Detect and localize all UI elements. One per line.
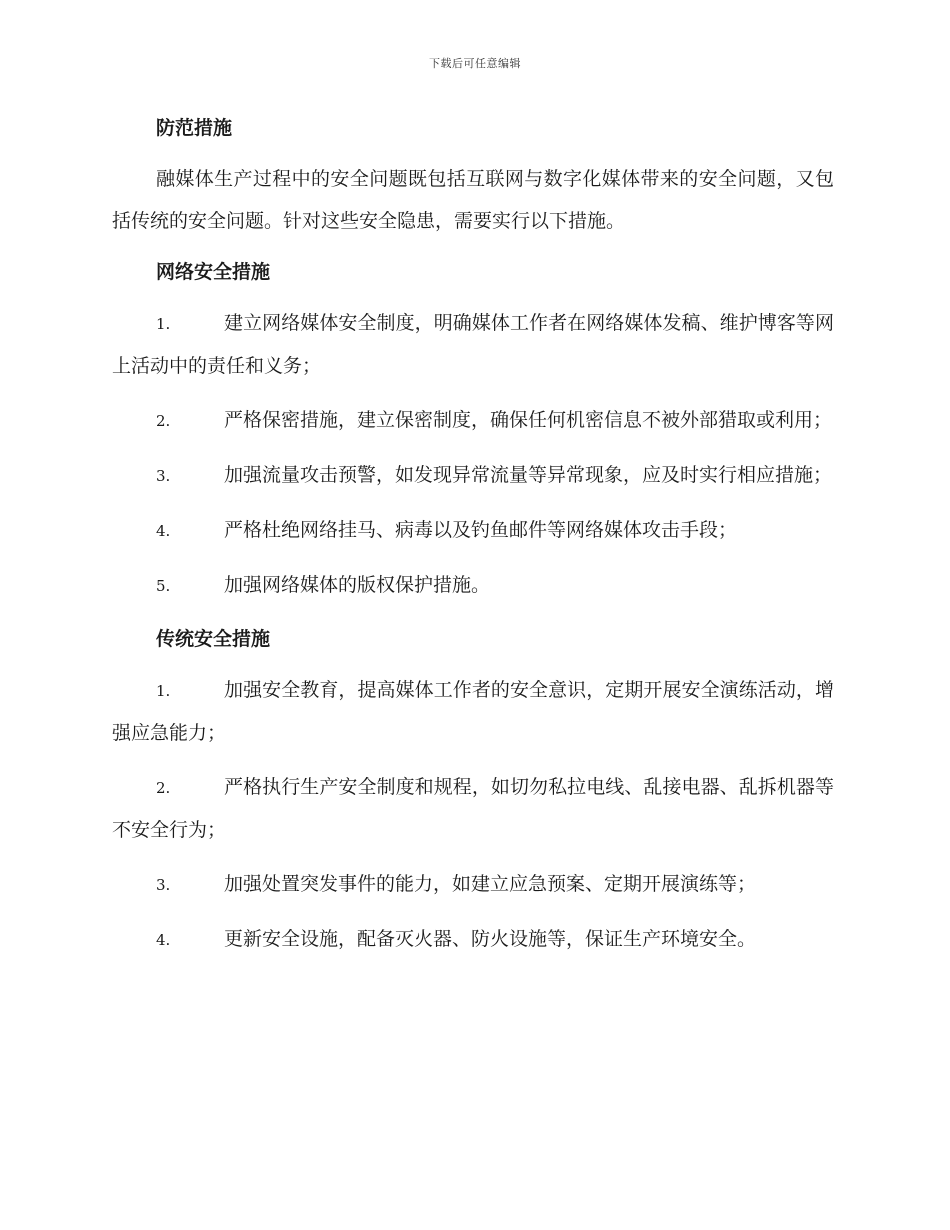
list-item — [112, 399, 834, 442]
list-item-number: 3. — [156, 467, 171, 485]
list-item — [112, 564, 834, 607]
list-item-number: 2. — [156, 779, 171, 797]
list-item-number: 4. — [156, 931, 171, 949]
list-item-text: 加强处置突发事件的能力，如建立应急预案、定期开展演练等； — [224, 873, 757, 895]
section-heading-traditional: 传统安全措施 — [156, 628, 271, 650]
list-item-text: 建立网络媒体安全制度，明确媒体工作者在网络媒体发稿、维护博客等网上活动中的责任和义务； — [112, 312, 834, 377]
list-item-number: 2. — [156, 412, 171, 430]
list-item-text: 加强流量攻击预警，如发现异常流量等异常现象，应及时实行相应措施； — [224, 464, 833, 486]
list-item — [112, 302, 834, 387]
list-item — [112, 669, 834, 754]
list-item-text: 严格保密措施，建立保密制度，确保任何机密信息不被外部猎取或利用； — [224, 409, 833, 431]
list-item — [112, 454, 834, 497]
list-item-text: 加强网络媒体的版权保护措施。 — [224, 574, 491, 596]
section-heading-network: 网络安全措施 — [156, 261, 271, 283]
intro-paragraph: 融媒体生产过程中的安全问题既包括互联网与数字化媒体带来的安全问题，又包括传统的安全问题。针对这些安全隐患，需要实行以下措施。 — [112, 168, 834, 232]
list-item — [112, 863, 834, 906]
list-item-text: 更新安全设施，配备灭火器、防火设施等，保证生产环境安全。 — [224, 928, 757, 950]
list-item-number: 4. — [156, 522, 171, 540]
list-item — [112, 509, 834, 552]
page-header-note: 下载后可任意编辑 — [429, 57, 521, 70]
list-item — [112, 918, 834, 961]
list-item-number: 3. — [156, 876, 171, 894]
list-item-text: 严格杜绝网络挂马、病毒以及钓鱼邮件等网络媒体攻击手段； — [224, 519, 738, 541]
list-item-text: 严格执行生产安全制度和规程，如切勿私拉电线、乱接电器、乱拆机器等不安全行为； — [112, 776, 834, 841]
list-item — [112, 766, 834, 851]
document-body — [112, 108, 834, 973]
list-item-number: 1. — [156, 682, 171, 700]
list-item-number: 5. — [156, 577, 171, 595]
list-item-text: 加强安全教育，提高媒体工作者的安全意识，定期开展安全演练活动，增强应急能力； — [112, 679, 834, 744]
list-item-number: 1. — [156, 315, 171, 333]
section-heading-prevention: 防范措施 — [156, 117, 233, 139]
